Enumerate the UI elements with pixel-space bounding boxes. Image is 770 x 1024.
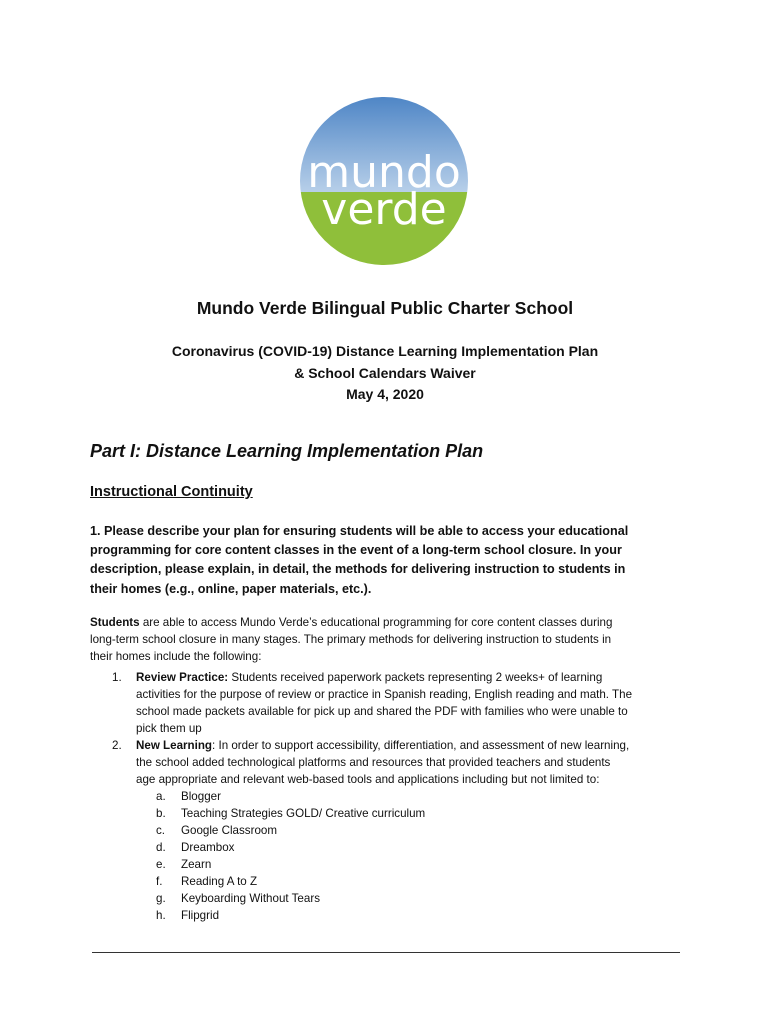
tool-name: Dreambox	[181, 841, 235, 854]
question-prompt	[90, 522, 665, 599]
tool-name: Teaching Strategies GOLD/ Creative curriculum	[181, 807, 426, 820]
tool-name: Keyboarding Without Tears	[181, 892, 320, 905]
intro-text: are able to access Mundo Verde’s educational programming for core content classes during	[139, 616, 613, 629]
list-item-new-learning	[90, 737, 690, 788]
tool-letter: d.	[156, 841, 166, 854]
tool-letter: b.	[156, 807, 166, 820]
item-text: Students received paperwork packets representing 2 weeks+ of learning	[228, 671, 603, 684]
item-line: school made packets available for pick up and shared the PDF with families who were unable to	[136, 705, 628, 718]
item-line: the school added technological platforms and resources that provided teachers and students	[136, 756, 611, 769]
mundo-verde-logo	[300, 97, 468, 265]
item-label: New Learning	[136, 739, 213, 752]
logo-text-verde: verde	[321, 184, 447, 235]
list-number: 1.	[112, 671, 122, 684]
footer-divider	[92, 952, 680, 953]
logo-text-mundo: mundo	[307, 147, 461, 198]
subtitle-line: & School Calendars Waiver	[294, 364, 476, 381]
school-name: Mundo Verde Bilingual Public Charter School	[196, 298, 574, 318]
tool-item	[90, 805, 690, 822]
tool-item	[90, 839, 690, 856]
tool-name: Reading A to Z	[181, 875, 258, 888]
tool-name: Flipgrid	[181, 909, 220, 922]
answer-line: their homes include the following:	[90, 650, 262, 663]
item-line: age appropriate and relevant web-based tools and applications including but not limited to:	[136, 773, 600, 786]
tool-item	[90, 822, 690, 839]
subtitle-date: May 4, 2020	[346, 386, 424, 402]
tool-item	[90, 788, 690, 805]
answer-line	[90, 614, 680, 631]
tool-name: Blogger	[181, 790, 221, 803]
intro-bold: Students	[90, 616, 140, 629]
tool-item	[90, 873, 690, 890]
item-line: activities for the purpose of review or practice in Spanish reading, English reading and math. The	[136, 688, 633, 701]
tool-letter: c.	[156, 824, 166, 837]
tool-name: Zearn	[181, 858, 212, 871]
tool-name: Google Classroom	[181, 824, 278, 837]
item-line: pick them up	[136, 722, 202, 735]
tool-item	[90, 890, 690, 907]
question-line: their homes (e.g., online, paper materials, etc.).	[90, 581, 372, 596]
tool-letter: e.	[156, 858, 166, 871]
list-number: 2.	[112, 739, 122, 752]
item-text: : In order to support accessibility, differentiation, and assessment of new learning,	[212, 739, 630, 752]
question-line: description, please explain, in detail, the methods for delivering instruction to students in	[90, 562, 626, 577]
tool-letter: a.	[156, 790, 166, 803]
tool-letter: f.	[156, 875, 163, 888]
tool-item	[90, 907, 690, 924]
tool-item	[90, 856, 690, 873]
part-heading: Part I: Distance Learning Implementation Plan	[90, 441, 484, 461]
methods-list	[90, 669, 690, 924]
tool-letter: g.	[156, 892, 166, 905]
answer-intro	[90, 614, 680, 665]
tool-letter: h.	[156, 909, 166, 922]
document-subtitle	[0, 341, 770, 406]
item-line	[136, 669, 690, 686]
item-label: Review Practice:	[136, 671, 229, 684]
list-item-review-practice	[90, 669, 690, 737]
section-heading: Instructional Continuity	[90, 484, 253, 500]
answer-line: long-term school closure in many stages. The primary methods for delivering instruction to students in	[90, 633, 612, 646]
question-line: programming for core content classes in the event of a long-term school closure. In your	[90, 543, 622, 558]
question-line: 1. Please describe your plan for ensuring students will be able to access your educational	[90, 524, 629, 538]
subtitle-line: Coronavirus (COVID-19) Distance Learning Implementation Plan	[171, 343, 599, 359]
item-line	[136, 737, 690, 754]
